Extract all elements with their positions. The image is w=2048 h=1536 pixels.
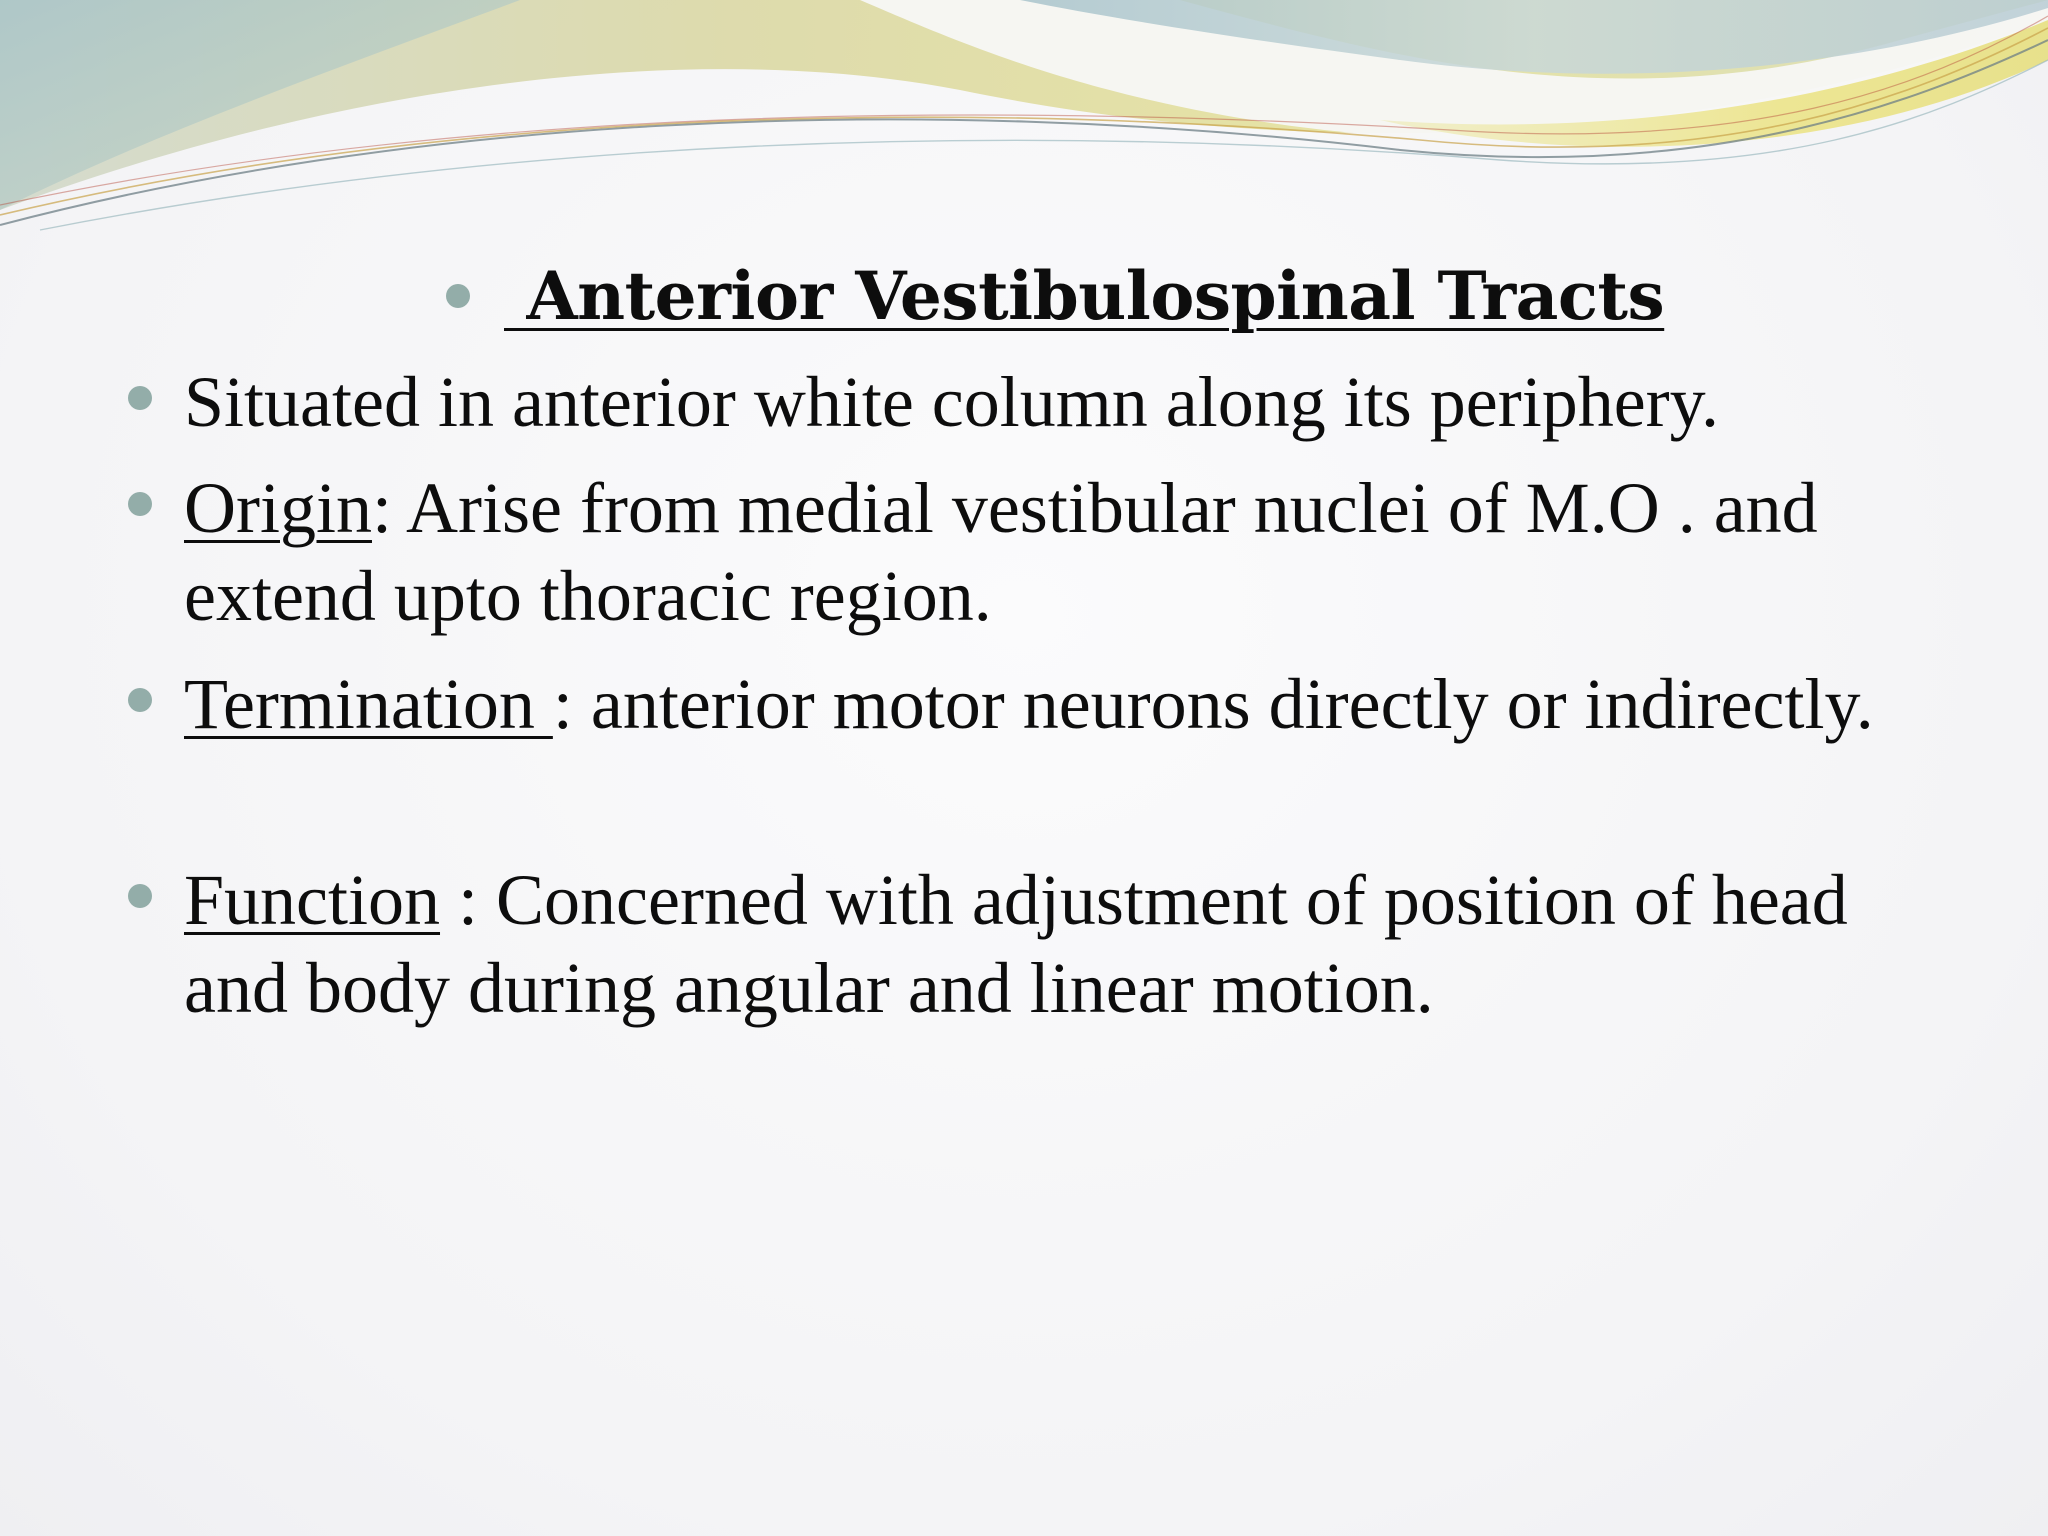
- bullet-item-location: [128, 358, 1948, 446]
- bullet-dot-icon: [128, 688, 152, 712]
- bullet-item-function: [128, 856, 1948, 1032]
- bullet-item-body: : Concerned with adjustment of position of head and body during angular and linear motion.: [184, 860, 1848, 1028]
- bullet-dot-icon: [128, 386, 152, 410]
- slide-title: Anterior Vestibulospinal Tracts: [504, 257, 1665, 335]
- bullet-item-label: Origin: [184, 468, 372, 548]
- bullet-item-body: : anterior motor neurons directly or indirectly.: [552, 664, 1874, 744]
- bullet-item-origin: [128, 464, 1948, 640]
- bullet-item-termination: [128, 660, 1948, 748]
- bullet-item-text: [184, 660, 1944, 748]
- bullet-dot-icon: [128, 884, 152, 908]
- bullet-item-label: Termination: [184, 664, 553, 744]
- bullet-dot-icon: [446, 284, 470, 308]
- bullet-item-text: [184, 358, 1944, 446]
- bullet-item-body: : Arise from medial vestibular nuclei of M.O . and extend upto thoracic region.: [184, 468, 1818, 636]
- bullet-dot-icon: [128, 492, 152, 516]
- bullet-item-text: [184, 856, 1944, 1032]
- bullet-item-text: [184, 464, 1944, 640]
- bullet-item-label: Function: [184, 860, 441, 940]
- slide-title-row: [446, 256, 1665, 336]
- bullet-item-body: Situated in anterior white column along its periphery.: [184, 362, 1719, 442]
